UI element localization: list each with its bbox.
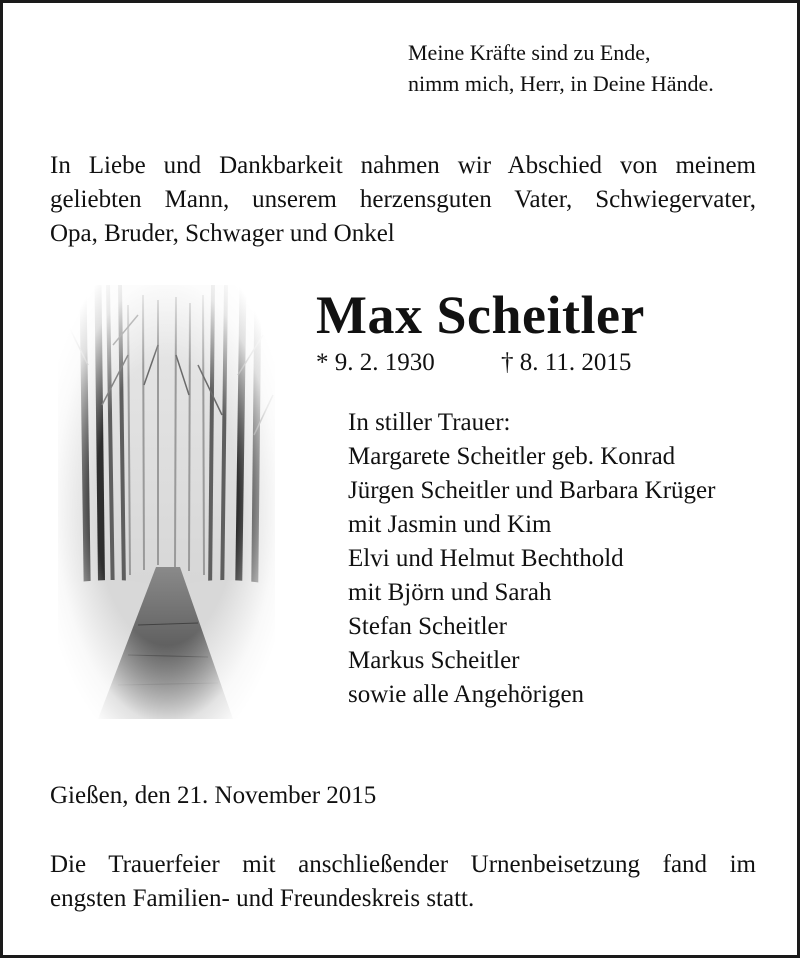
mourners-list <box>348 406 715 712</box>
funeral-line-1: Die Trauerfeier mit anschließender Urnenbeisetzung fand im <box>50 851 756 878</box>
funeral-note <box>50 848 756 916</box>
verse-line-1: Meine Kräfte sind zu Ende, <box>408 40 651 65</box>
mourner-name: mit Jasmin und Kim <box>348 511 552 538</box>
verse <box>408 37 714 99</box>
birth-date: * 9. 2. 1930 <box>316 349 435 376</box>
death-date: † 8. 11. 2015 <box>501 349 632 376</box>
mourner-name: Elvi und Helmut Bechthold <box>348 545 624 572</box>
intro-line-1: In Liebe und Dankbarkeit nahmen wir Abschied von meinem <box>50 152 756 179</box>
intro-line-3: Opa, Bruder, Schwager und Onkel <box>50 220 395 247</box>
deceased-name: Max Scheitler <box>316 285 645 345</box>
mourner-name: sowie alle Angehörigen <box>348 681 585 708</box>
mourner-name: Margarete Scheitler geb. Konrad <box>348 443 676 470</box>
mourner-name: Jürgen Scheitler und Barbara Krüger <box>348 477 716 504</box>
life-dates <box>316 346 632 380</box>
funeral-line-2: engsten Familien- und Freundeskreis statt. <box>50 885 475 912</box>
forest-path-image <box>58 285 275 719</box>
place-and-date: Gießen, den 21. November 2015 <box>50 782 377 809</box>
intro-text <box>50 149 756 251</box>
verse-line-2: nimm mich, Herr, in Deine Hände. <box>408 71 714 96</box>
mourners-heading: In stiller Trauer: <box>348 409 511 436</box>
intro-line-2: geliebten Mann, unserem herzensguten Vater, Schwiegervater, <box>50 186 756 213</box>
mourner-name: Stefan Scheitler <box>348 613 507 640</box>
mourner-name: mit Björn und Sarah <box>348 579 552 606</box>
mourner-name: Markus Scheitler <box>348 647 520 674</box>
